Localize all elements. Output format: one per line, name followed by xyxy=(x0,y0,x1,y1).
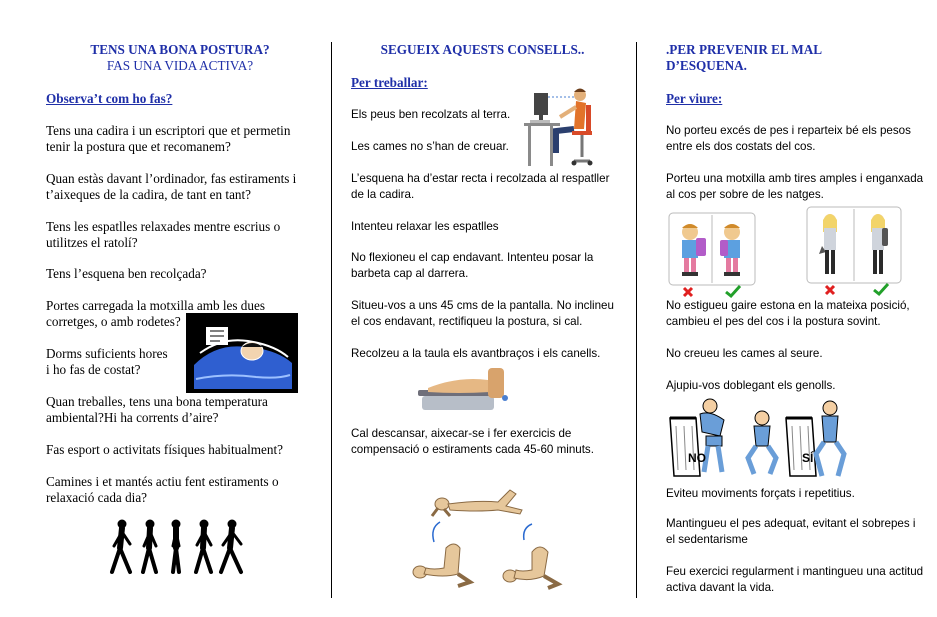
column-divider-left xyxy=(331,42,332,598)
col1-p4-l1: Tens l’esquena ben recolçada? xyxy=(46,266,207,281)
col1-p6-l2: i ho fas de costat? xyxy=(46,362,141,377)
stretching-figures-illustration xyxy=(398,478,570,592)
col2-title: SEGUEIX AQUESTS CONSELLS.. xyxy=(380,42,585,57)
col3-p4-l1: No creueu les cames al seure. xyxy=(666,347,823,360)
col2-p4-l1: Intenteu relaxar les espatlles xyxy=(351,220,499,233)
col1-p6-l1: Dorms suficients hores xyxy=(46,346,168,361)
col2-p8-l1: Cal descansar, aixecar-se i fer exercicis de xyxy=(351,427,572,440)
col3-p1-l2: entre els dos costats del cos. xyxy=(666,140,816,153)
col1-p9-l2: relaxació cada dia? xyxy=(46,490,148,505)
lifting-posture-illustration xyxy=(666,396,852,482)
col2-p5-l2: barbeta cap al darrera. xyxy=(351,267,469,280)
col3-p5-l1: Ajupiu-vos doblegant els genolls. xyxy=(666,379,836,392)
col3-p8-l2: activa davant la vida. xyxy=(666,581,775,594)
desk-worker-illustration xyxy=(520,83,600,169)
col1-p1-l1: Tens una cadira i un escriptori que et permetin xyxy=(46,123,291,138)
col1-p9-l1: Camines i et mantés actiu fent estiraments o xyxy=(46,474,279,489)
col1-p3-l1: Tens les espatlles relaxades mentre escrius o xyxy=(46,219,281,234)
col1-p2-l2: t’aixeques de la cadira, de tant en tant? xyxy=(46,187,252,202)
col2-p7-l1: Recolzeu a la taula els avantbraços i els canells. xyxy=(351,347,601,360)
column-divider-right xyxy=(636,42,637,598)
col1-p7-l1: Quan treballes, tens una bona temperatura xyxy=(46,394,268,409)
col3-p1-l1: No porteu excés de pes i reparteix bé els pesos xyxy=(666,124,911,137)
col2-p5-l1: No flexioneu el cap endavant. Intenteu posar la xyxy=(351,251,594,264)
col1-subtitle: FAS UNA VIDA ACTIVA? xyxy=(106,58,254,73)
col3-p2-l1: Porteu una motxilla amb tires amples i enganxada xyxy=(666,172,924,185)
col3-p2-l2: al cos per sobre de les natges. xyxy=(666,188,824,201)
col1-p5-l1: Portes carregada la motxilla amb les dues xyxy=(46,298,265,313)
col2-p6-l2: el cos endavant, rectifiqueu la postura, si cal. xyxy=(351,315,583,328)
col2-section-heading: Per treballar: xyxy=(351,75,428,90)
col2-p1-l1: Els peus ben recolzats al terra. xyxy=(351,108,511,121)
col1-p2-l1: Quan estàs davant l’ordinador, fas estiraments i xyxy=(46,171,297,186)
sleeping-person-illustration xyxy=(186,313,298,393)
col3-section-heading: Per viure: xyxy=(666,91,723,106)
col1-p5-l2: corretges, o amb rodetes? xyxy=(46,314,181,329)
col3-title-l1: .PER PREVENIR EL MAL xyxy=(666,42,823,57)
col1-p3-l2: utilitzes el ratolí? xyxy=(46,235,138,250)
label-no: NO xyxy=(688,451,706,465)
label-si: SÍ xyxy=(802,451,814,465)
walking-figures-illustration xyxy=(108,518,246,576)
col1-title: TENS UNA BONA POSTURA? xyxy=(90,42,270,57)
col2-p2-l1: Les cames no s’han de creuar. xyxy=(351,140,509,153)
col3-p7-l2: el sedentarisme xyxy=(666,533,748,546)
col3-p7-l1: Mantingueu el pes adequat, evitant el sobrepes i xyxy=(666,517,916,530)
col1-p8-l1: Fas esport o activitats físiques habitualment? xyxy=(46,442,283,457)
col3-p3-l2: cambieu el pes del cos i la postura sovint. xyxy=(666,315,881,328)
col1-p1-l2: tenir la postura que et recomanem? xyxy=(46,139,231,154)
col1-section-heading: Observa’t com ho fas? xyxy=(46,91,173,106)
col1-p7-l2: ambiental?Hi ha corrents d’aire? xyxy=(46,410,219,425)
col2-p3-l2: de la cadira. xyxy=(351,188,415,201)
backpack-kids-illustration xyxy=(668,210,756,298)
col2-p3-l1: L’esquena ha d’estar recta i recolzada al respatller xyxy=(351,172,610,185)
col2-p8-l2: compensació o estiraments cada 45-60 minuts. xyxy=(351,443,594,456)
col3-p6-l1: Eviteu moviments forçats i repetitius. xyxy=(666,487,855,500)
col3-p8-l1: Feu exercici regularment i mantingueu una actitud xyxy=(666,565,924,578)
col3-p3-l1: No estigueu gaire estona en la mateixa posició, xyxy=(666,299,910,312)
col3-title-l2: D’ESQUENA. xyxy=(666,58,747,73)
col2-p6-l1: Situeu-vos a uns 45 cms de la pantalla. No inclineu xyxy=(351,299,614,312)
forearm-rest-illustration xyxy=(418,364,510,416)
backpack-women-illustration xyxy=(806,206,902,298)
